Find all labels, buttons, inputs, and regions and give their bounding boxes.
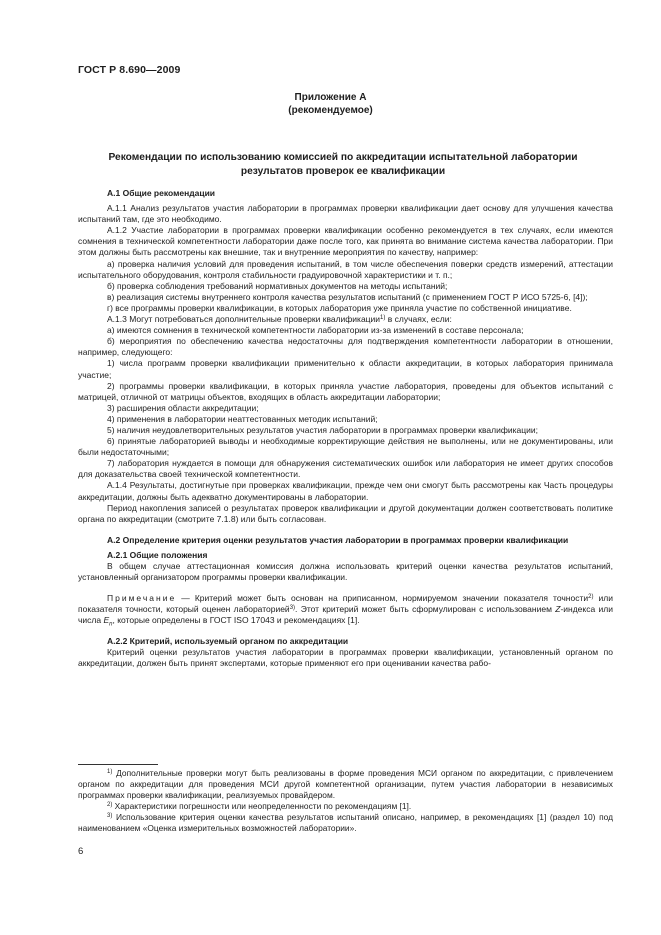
footnote-ref-2: 2) <box>588 594 594 601</box>
footnote-1-text: Дополнительные проверки могут быть реализованы в форме проведения МСИ органом по аккредитации, с привлечением органом по аккредитации для проведения МСИ другой компетентной организации, путем участия лаборатории в независимых программах проверки квалификации, реализуемых провайдером. <box>78 768 613 800</box>
z-symbol: Z <box>555 604 561 615</box>
footnote-1 <box>78 768 613 801</box>
en-symbol: E <box>103 615 110 626</box>
list-item-a1-3-b5: 5) наличия неудовлетворительных результатов участия лаборатории в программах проверки квалификации; <box>107 424 538 435</box>
note <box>78 593 613 631</box>
footnote-3-text: Использование критерия оценки качества результатов испытаний описано, например, в рекомендациях [1] (раздел 10) под наименованием «Оценка измерительных возможностей лаборатории». <box>78 811 613 833</box>
list-item-a1-2-b: б) проверка соблюдения требований нормативных документов на методы испытаний; <box>107 280 448 291</box>
document-body <box>78 188 613 669</box>
paragraph-a1-1: А.1.1 Анализ результатов участия лаборатории в программах проверки квалификации дает основу для улучшения качества испытаний там, где это необходимо. <box>78 203 613 225</box>
footnote-1-mark: 1) <box>107 769 113 775</box>
footnote-3-mark: 3) <box>107 812 113 819</box>
list-item-a1-3-b4: 4) применения в лаборатории неаттестованных методик испытаний; <box>107 413 378 424</box>
subsection-heading-a2-1: А.2.1 Общие положения <box>107 549 208 560</box>
section-heading-a1: А.1 Общие рекомендации <box>107 188 216 198</box>
footnote-3 <box>78 812 613 834</box>
list-item-a1-2-c: в) реализация системы внутреннего контроля качества результатов испытаний (с применением ГОСТ Р ИСО 5725-6, [4]); <box>107 291 588 302</box>
note-label: Примечание <box>107 593 177 604</box>
paragraph-a1-3-text: А.1.3 Могут потребоваться дополнительные проверки квалификации <box>107 314 381 325</box>
paragraph-a2-1: В общем случае аттестационная комиссия должна использовать критерий оценки качества результатов испытаний, установленный организатором программы проверки квалификации. <box>78 561 613 583</box>
footnote-2-mark: 2) <box>107 801 113 808</box>
paragraph-a2-2: Критерий оценки результатов участия лаборатории в программах проверки квалификации, установленный органом по аккредитации, должен быть принят экспертами, которые применяют его при оценивании качества рабо- <box>78 647 613 669</box>
list-item-a1-3-b: б) мероприятия по обеспечению качества недостаточны для подтверждения компетентности лаборатории в отношении, например, следующего: <box>78 336 613 358</box>
subsection-heading-a2-2: А.2.2 Критерий, используемый органом по аккредитации <box>107 636 349 647</box>
note-text-1: — Критерий может быть основан на приписанном, нормируемом значении показателя точности <box>176 593 589 604</box>
annex-status: (рекомендуемое) <box>288 105 373 116</box>
annex-heading <box>0 91 661 117</box>
footnote-2 <box>78 801 613 812</box>
section-heading-a2: А.2 Определение критерия оценки результатов участия лаборатории в программах проверки квалификации <box>107 534 569 545</box>
list-item-a1-2-a: а) проверка наличия условий для проведения испытаний, в том числе обеспечения поверки средств измерений, аттестации испытательного оборудования, контроля стабильности градуировочной характеристики и т. п.; <box>78 258 613 280</box>
note-text-5: , которые определены в ГОСТ ISO 17043 и рекомендациях [1]. <box>112 615 360 626</box>
paragraph-a1-4-period: Период накопления записей о результатах проверок квалификации и другой документации должен соответствовать политике органа по аккредитации (смотрите 7.1.8) или быть согласован. <box>78 502 613 524</box>
paragraph-a1-4: А.1.4 Результаты, достигнутые при проверках квалификации, прежде чем они смогут быть рассмотрены как Часть процедуры аккредитации, должны быть адекватно документированы в лаборатории. <box>78 480 613 502</box>
note-text-4: -индекса или числа <box>78 604 613 626</box>
document-title: Рекомендации по использованию комиссией по аккредитации испытательной лаборатории результатов проверок ее квалификации <box>108 152 578 177</box>
paragraph-a1-2: А.1.2 Участие лаборатории в программах проверки квалификации особенно рекомендуется в тех случаях, если имеются сомнения в технической компетентности лаборатории даже после того, как принята во внимание система качества лаборатории. При этом должны быть рассмотрены как внешние, так и внутренние мероприятия по качеству, например: <box>78 225 613 258</box>
standard-header: ГОСТ Р 8.690—2009 <box>78 64 181 76</box>
list-item-a1-3-b3: 3) расширения области аккредитации; <box>107 402 259 413</box>
page-number: 6 <box>78 846 84 857</box>
list-item-a1-3-b6: 6) принятые лабораторией выводы и необходимые корректирующие действия не выполнены, или не документированы, или были недостаточными; <box>78 436 613 458</box>
list-item-a1-3-b7: 7) лаборатория нуждается в помощи для обнаружения систематических ошибок или лаборатория не имеет других способов для доказательства своей технической компетентности. <box>78 458 613 480</box>
note-text-2: или показателя точности, который оценен лабораторией <box>78 593 613 615</box>
list-item-a1-3-b2: 2) программы проверки квалификации, в которых приняла участие лаборатория, проведены для объектов испытаний с матрицей, отличной от матрицы объектов, входящих в область аккредитации лаборатории; <box>78 380 613 402</box>
footnotes <box>78 768 613 833</box>
footnote-divider <box>78 764 158 765</box>
list-item-a1-2-d: г) все программы проверки квалификации, в которых лаборатория уже приняла участие по собственной инициативе. <box>107 302 572 313</box>
paragraph-a1-3-tail: в случаях, если: <box>385 314 452 325</box>
footnote-ref-1: 1) <box>380 315 386 322</box>
en-subscript: n <box>109 622 113 629</box>
footnote-2-text: Характеристики погрешности или неопределенности по рекомендациям [1]. <box>112 800 412 811</box>
list-item-a1-3-a: а) имеются сомнения в технической компетентности лаборатории из-за изменений в составе персонала; <box>107 325 524 336</box>
annex-title: Приложение А <box>294 92 367 103</box>
note-text-3: . Этот критерий может быть сформулирован с использованием <box>295 604 556 615</box>
list-item-a1-3-b1: 1) числа программ проверки квалификации применительно к области аккредитации, в которых лаборатория принимала участие; <box>78 358 613 380</box>
paragraph-a1-3 <box>78 314 613 325</box>
footnote-ref-3: 3) <box>289 605 296 612</box>
